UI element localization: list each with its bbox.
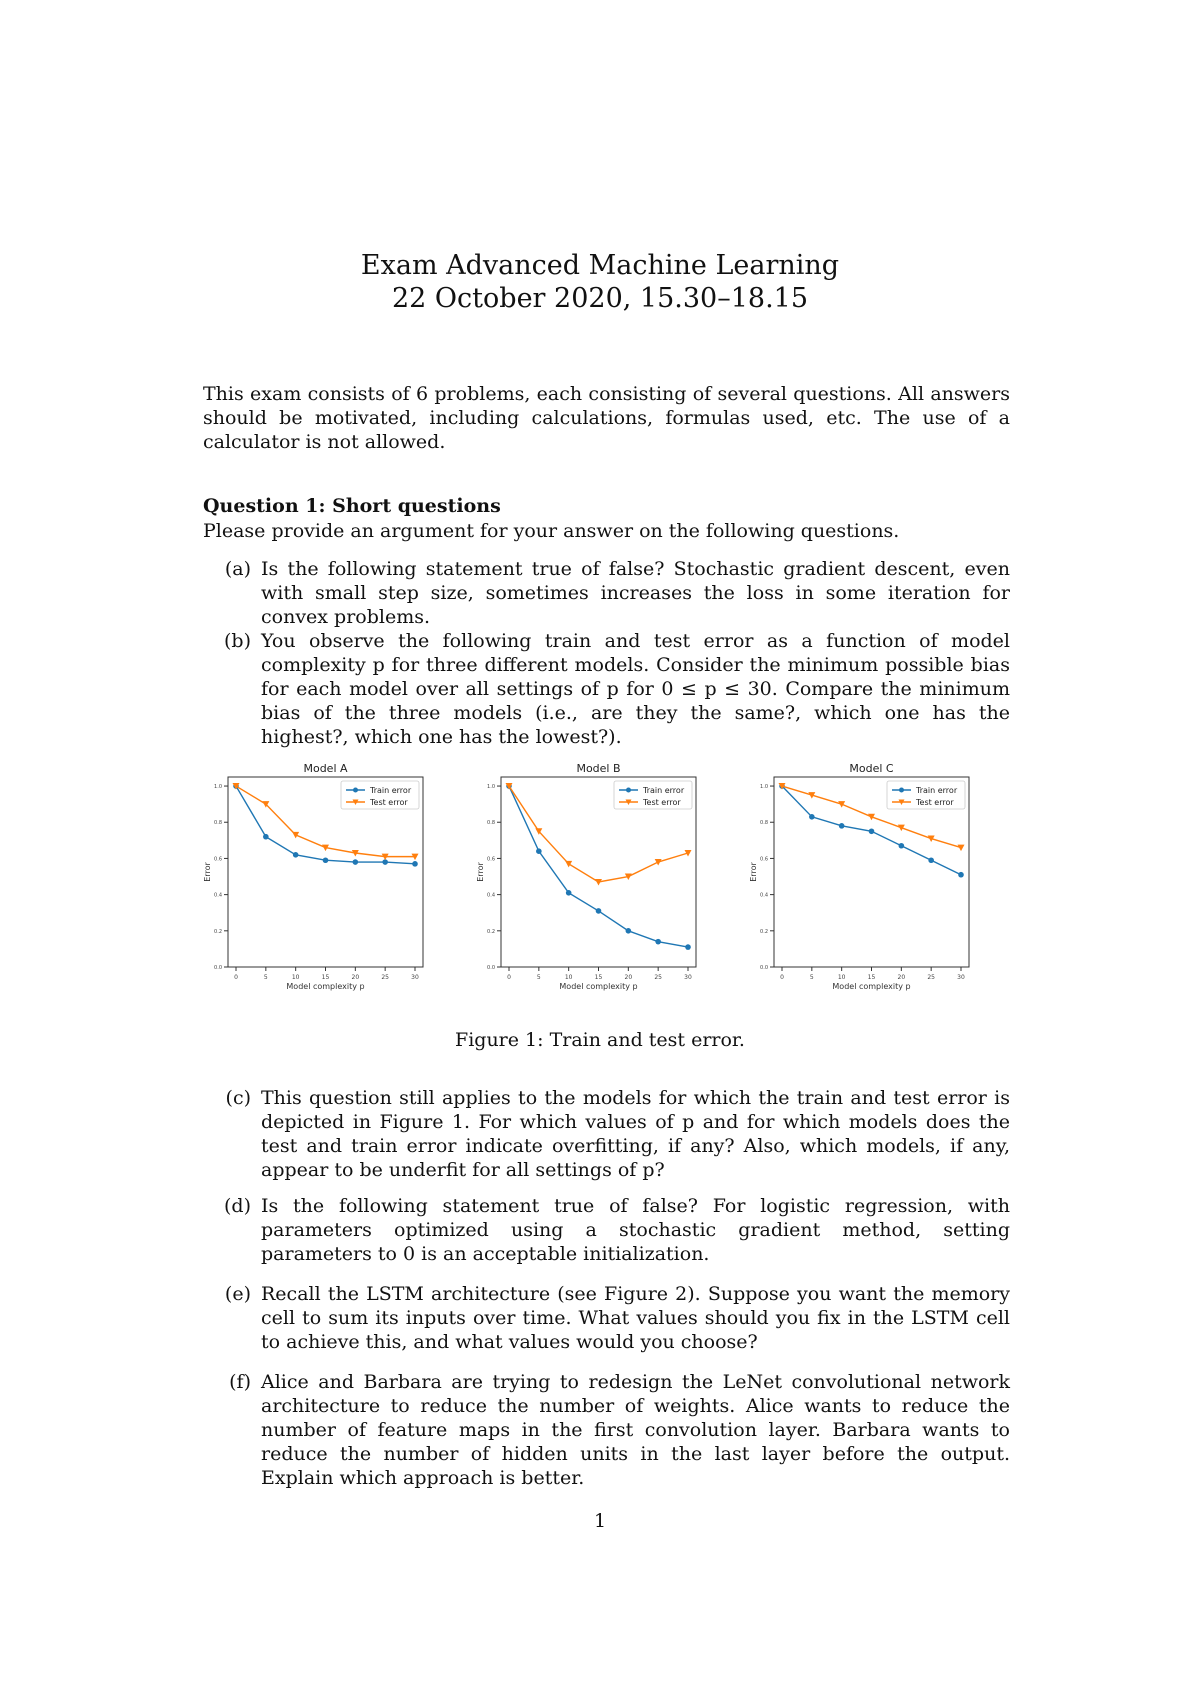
- test-point: [958, 845, 965, 852]
- chart-title: Model B: [576, 762, 621, 775]
- y-tick-label: 0.4: [214, 892, 222, 899]
- item-text: Alice and Barbara are trying to redesign the LeNet convolutional network architecture to reduce the number of weights. Alice wants to reduce the number of feature maps in the first convolution layer. Barbara wants to reduce the number of hidden units in the last layer before the output. Explain which approach is better.: [261, 1371, 1010, 1489]
- y-tick-label: 0.8: [760, 820, 768, 827]
- x-tick-label: 30: [957, 974, 965, 981]
- chart-title: Model C: [849, 762, 894, 775]
- train-point: [928, 857, 934, 863]
- x-tick-label: 5: [809, 974, 814, 981]
- intro-paragraph: This exam consists of 6 problems, each consisting of several questions. All answers should be motivated, including calculations, formulas used, etc. The use of a calculator is not allowed.: [203, 383, 1010, 453]
- test-point: [292, 832, 299, 839]
- legend-label: Test error: [643, 798, 681, 807]
- item-text: Is the following statement true of false? For logistic regression, with parameters optimized using a stochastic gradient method, setting parameters to 0 is an acceptable initialization.: [261, 1195, 1010, 1265]
- item-label: (d): [224, 1195, 251, 1217]
- x-axis-label: Model complexity p: [286, 982, 365, 991]
- y-tick-label: 0.2: [487, 928, 495, 935]
- legend-marker: [626, 788, 631, 793]
- y-tick-label: 0.0: [214, 965, 222, 971]
- item-label: (c): [225, 1087, 251, 1109]
- x-tick-label: 25: [927, 974, 935, 981]
- train-point: [839, 823, 845, 829]
- x-tick-label: 10: [291, 974, 300, 981]
- x-tick-label: 20: [897, 974, 906, 981]
- x-tick-label: 30: [411, 974, 419, 981]
- train-point: [536, 848, 542, 854]
- train-point: [596, 908, 602, 914]
- y-axis-label: Error: [476, 862, 485, 882]
- y-axis-label: Error: [749, 862, 758, 882]
- y-tick-label: 0.6: [214, 856, 222, 863]
- train-point: [685, 944, 691, 950]
- test-point: [838, 801, 845, 808]
- x-tick-label: 25: [381, 974, 389, 981]
- train-test-error-figure: [203, 752, 1003, 1002]
- train-point: [263, 834, 269, 840]
- train-point: [323, 857, 329, 863]
- train-point: [353, 859, 359, 865]
- y-tick-label: 0.2: [214, 928, 222, 935]
- train-point: [958, 872, 964, 878]
- chart-panel-3: [749, 762, 969, 991]
- x-axis-label: Model complexity p: [559, 982, 638, 991]
- train-point: [566, 890, 572, 896]
- y-axis-label: Error: [203, 862, 212, 882]
- x-axis-label: Model complexity p: [832, 982, 911, 991]
- y-tick-label: 0.8: [487, 820, 495, 827]
- item-text: Is the following statement true of false? Stochastic gradient descent, even with small step size, sometimes increases the loss in some iteration for convex problems.: [261, 558, 1010, 628]
- x-tick-label: 10: [564, 974, 573, 981]
- x-tick-label: 20: [624, 974, 633, 981]
- legend-marker: [899, 788, 904, 793]
- y-tick-label: 0.4: [760, 892, 768, 899]
- y-tick-label: 1.0: [760, 784, 768, 791]
- test-point: [655, 859, 662, 866]
- test-point: [565, 861, 572, 868]
- page-number: 1: [593, 1510, 607, 1532]
- exam-title: Exam Advanced Machine Learning: [360, 250, 840, 281]
- train-point: [412, 861, 418, 867]
- item-label: (b): [224, 630, 251, 652]
- legend-label: Train error: [916, 786, 958, 795]
- y-tick-label: 0.8: [214, 820, 222, 827]
- x-tick-label: 30: [684, 974, 692, 981]
- x-tick-label: 20: [351, 974, 360, 981]
- legend-label: Test error: [370, 798, 408, 807]
- x-tick-label: 15: [321, 974, 330, 981]
- x-tick-label: 10: [837, 974, 846, 981]
- y-tick-label: 1.0: [214, 784, 222, 791]
- exam-date: 22 October 2020, 15.30–18.15: [391, 283, 809, 314]
- train-point: [655, 939, 661, 945]
- y-tick-label: 0.4: [487, 892, 495, 899]
- train-point: [626, 928, 632, 934]
- series-line-train: [509, 786, 688, 947]
- question-heading: Question 1: Short questions: [203, 495, 501, 517]
- item-text: Recall the LSTM architecture (see Figure 2). Suppose you want the memory cell to sum its inputs over time. What values should you fix in the LSTM cell to achieve this, and what values would you choose?: [261, 1283, 1010, 1353]
- y-tick-label: 1.0: [487, 784, 495, 791]
- item-label: (f): [229, 1371, 251, 1393]
- x-tick-label: 0: [234, 974, 238, 981]
- item-text: This question still applies to the models for which the train and test error is depicted in Figure 1. For which values of p and for which models does the test and train error indicate overfitting, if any? Also, which models, if any, appear to be underfit for all settings of p?: [261, 1087, 1010, 1181]
- chart-title: Model A: [303, 762, 348, 775]
- legend-marker: [353, 788, 358, 793]
- train-point: [869, 828, 875, 834]
- legend-label: Train error: [643, 786, 685, 795]
- y-tick-label: 0.0: [487, 965, 495, 971]
- figure-1: [203, 752, 1003, 1002]
- chart-panel-1: [203, 762, 423, 991]
- chart-panel-2: [476, 762, 696, 991]
- x-tick-label: 5: [263, 974, 268, 981]
- legend-label: Test error: [916, 798, 954, 807]
- question-instruction: Please provide an argument for your answer on the following questions.: [203, 520, 900, 542]
- y-tick-label: 0.6: [487, 856, 495, 863]
- item-label: (a): [224, 558, 251, 580]
- train-point: [809, 814, 815, 820]
- y-tick-label: 0.2: [760, 928, 768, 935]
- x-tick-label: 0: [507, 974, 511, 981]
- x-tick-label: 5: [536, 974, 541, 981]
- x-tick-label: 15: [867, 974, 876, 981]
- x-tick-label: 25: [654, 974, 662, 981]
- train-point: [899, 843, 905, 849]
- y-tick-label: 0.0: [760, 965, 768, 971]
- item-text: You observe the following train and test error as a function of model complexity p for three different models. Consider the minimum possible bias for each model over all settings of p for 0 ≤ p ≤ 30. Compare the minimum bias of the three models (i.e., are they the same?, which one has the highest?, which one has the lowest?).: [261, 630, 1010, 748]
- x-tick-label: 0: [780, 974, 784, 981]
- y-tick-label: 0.6: [760, 856, 768, 863]
- item-label: (e): [224, 1283, 251, 1305]
- x-tick-label: 15: [594, 974, 603, 981]
- train-point: [293, 852, 299, 858]
- legend-label: Train error: [370, 786, 412, 795]
- figure-caption: Figure 1: Train and test error.: [455, 1029, 745, 1051]
